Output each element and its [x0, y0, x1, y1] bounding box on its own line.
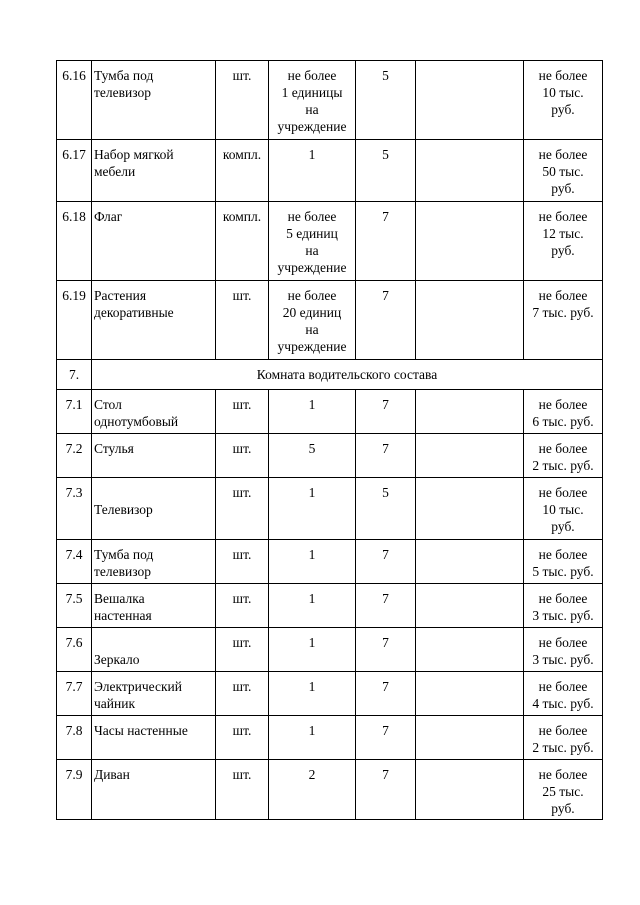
price-line: 3 тыс. руб. [532, 652, 594, 667]
name-line: Часы настенные [94, 723, 188, 738]
item-name [92, 672, 216, 716]
qty-line: на [305, 243, 319, 258]
item-term: 7 [356, 584, 416, 628]
item-price [524, 716, 603, 760]
qty-line: 1 [308, 147, 316, 162]
price-line: руб. [551, 519, 575, 534]
item-name [92, 478, 216, 540]
item-unit: шт. [216, 434, 269, 478]
qty-line: 1 [308, 679, 316, 694]
item-unit: компл. [216, 140, 269, 202]
qty-line: 1 единицы [281, 85, 343, 100]
row-number: 7.6 [57, 628, 92, 672]
name-line [94, 634, 213, 651]
item-term: 7 [356, 281, 416, 360]
item-term: 7 [356, 628, 416, 672]
row-number: 7. [57, 360, 92, 390]
name-line: чайник [94, 696, 136, 711]
price-line: не более [538, 547, 588, 562]
item-extra [416, 540, 524, 584]
price-line: не более [538, 209, 588, 224]
name-line: настенная [94, 608, 152, 623]
qty-line: не более [287, 209, 337, 224]
item-price [524, 61, 603, 140]
item-unit: компл. [216, 202, 269, 281]
item-price [524, 760, 603, 820]
item-quantity [269, 540, 356, 584]
row-number: 7.5 [57, 584, 92, 628]
price-line: 5 тыс. руб. [532, 564, 594, 579]
price-line: не более [538, 635, 588, 650]
price-line: не более [538, 68, 588, 83]
name-line: однотумбовый [94, 414, 179, 429]
qty-line: не более [287, 288, 337, 303]
qty-line: 5 [308, 441, 316, 456]
price-line: руб. [551, 102, 575, 117]
item-term: 7 [356, 760, 416, 820]
price-line: руб. [551, 801, 575, 816]
item-extra [416, 140, 524, 202]
name-line: Набор мягкой [94, 147, 174, 162]
item-price [524, 390, 603, 434]
item-term: 5 [356, 61, 416, 140]
item-term: 5 [356, 140, 416, 202]
item-extra [416, 760, 524, 820]
name-line: Зеркало [94, 652, 140, 667]
price-line: не более [538, 723, 588, 738]
name-line: Тумба под [94, 547, 154, 562]
item-quantity [269, 672, 356, 716]
table-row [57, 584, 603, 628]
item-name [92, 584, 216, 628]
table-row [57, 202, 603, 281]
qty-line: 1 [308, 635, 316, 650]
item-term: 7 [356, 716, 416, 760]
price-line: не более [538, 147, 588, 162]
item-name [92, 202, 216, 281]
item-extra [416, 672, 524, 716]
item-quantity [269, 434, 356, 478]
name-line: Флаг [94, 209, 123, 224]
name-line: Тумба под [94, 68, 154, 83]
row-number: 6.18 [57, 202, 92, 281]
price-line: не более [538, 441, 588, 456]
name-line: телевизор [94, 85, 151, 100]
item-name [92, 540, 216, 584]
item-unit: шт. [216, 628, 269, 672]
item-quantity [269, 584, 356, 628]
item-term: 5 [356, 478, 416, 540]
price-line: 7 тыс. руб. [532, 305, 594, 320]
row-number: 6.19 [57, 281, 92, 360]
item-extra [416, 61, 524, 140]
price-line: 10 тыс. [542, 502, 584, 517]
price-line: не более [538, 485, 588, 500]
item-unit: шт. [216, 760, 269, 820]
qty-line: 5 единиц [286, 226, 338, 241]
section-title: Комната водительского состава [92, 360, 603, 390]
name-line: Электрический [94, 679, 183, 694]
row-number: 7.8 [57, 716, 92, 760]
row-number: 6.17 [57, 140, 92, 202]
item-name [92, 716, 216, 760]
qty-line: 2 [308, 767, 316, 782]
table-row [57, 540, 603, 584]
table-body [57, 61, 603, 820]
price-line: не более [538, 397, 588, 412]
row-number: 7.4 [57, 540, 92, 584]
item-unit: шт. [216, 716, 269, 760]
table-row [57, 61, 603, 140]
price-line: 2 тыс. руб. [532, 740, 594, 755]
item-price [524, 281, 603, 360]
item-name [92, 434, 216, 478]
item-extra [416, 202, 524, 281]
qty-line: не более [287, 68, 337, 83]
row-number: 7.9 [57, 760, 92, 820]
qty-line: 1 [308, 723, 316, 738]
item-extra [416, 628, 524, 672]
item-unit: шт. [216, 478, 269, 540]
item-unit: шт. [216, 281, 269, 360]
name-line: Вешалка [94, 591, 145, 606]
price-line: руб. [551, 181, 575, 196]
item-price [524, 478, 603, 540]
item-term: 7 [356, 672, 416, 716]
name-line: Стол [94, 397, 122, 412]
row-number: 7.1 [57, 390, 92, 434]
item-extra [416, 281, 524, 360]
table-row [57, 281, 603, 360]
item-term: 7 [356, 390, 416, 434]
item-term: 7 [356, 540, 416, 584]
item-price [524, 672, 603, 716]
name-line: Стулья [94, 441, 134, 456]
qty-line: на [305, 102, 319, 117]
price-line: не более [538, 591, 588, 606]
item-name [92, 760, 216, 820]
table-row [57, 716, 603, 760]
price-line: не более [538, 679, 588, 694]
qty-line: на [305, 322, 319, 337]
qty-line: 1 [308, 485, 316, 500]
name-line: Телевизор [94, 502, 153, 517]
item-name [92, 140, 216, 202]
item-price [524, 434, 603, 478]
price-line: 10 тыс. [542, 85, 584, 100]
item-quantity [269, 760, 356, 820]
price-line: 12 тыс. [542, 226, 584, 241]
price-line: 6 тыс. руб. [532, 414, 594, 429]
name-line: декоративные [94, 305, 174, 320]
qty-line: 1 [308, 591, 316, 606]
item-unit: шт. [216, 61, 269, 140]
item-name [92, 628, 216, 672]
item-quantity [269, 390, 356, 434]
price-line: 4 тыс. руб. [532, 696, 594, 711]
price-line: 50 тыс. [542, 164, 584, 179]
item-extra [416, 716, 524, 760]
name-line [94, 484, 213, 501]
item-price [524, 584, 603, 628]
item-unit: шт. [216, 672, 269, 716]
item-term: 7 [356, 202, 416, 281]
item-quantity [269, 628, 356, 672]
price-line: не более [538, 288, 588, 303]
table-row [57, 478, 603, 540]
table-row [57, 628, 603, 672]
row-number: 7.2 [57, 434, 92, 478]
table-row [57, 140, 603, 202]
table-row [57, 760, 603, 820]
row-number: 7.7 [57, 672, 92, 716]
item-quantity [269, 716, 356, 760]
qty-line: 20 единиц [282, 305, 342, 320]
item-name [92, 390, 216, 434]
name-line: Диван [94, 767, 130, 782]
name-line: Растения [94, 288, 147, 303]
price-line: 3 тыс. руб. [532, 608, 594, 623]
qty-line: 1 [308, 547, 316, 562]
item-quantity [269, 202, 356, 281]
item-price [524, 202, 603, 281]
item-quantity [269, 61, 356, 140]
item-unit: шт. [216, 390, 269, 434]
furniture-norms-table [56, 60, 603, 820]
item-unit: шт. [216, 584, 269, 628]
qty-line: учреждение [277, 260, 347, 275]
row-number: 7.3 [57, 478, 92, 540]
price-line: не более [538, 767, 588, 782]
item-name [92, 61, 216, 140]
item-name [92, 281, 216, 360]
item-price [524, 140, 603, 202]
price-line: 25 тыс. [542, 784, 584, 799]
item-extra [416, 478, 524, 540]
item-price [524, 628, 603, 672]
name-line: мебели [94, 164, 136, 179]
item-quantity [269, 281, 356, 360]
item-quantity [269, 140, 356, 202]
qty-line: учреждение [277, 339, 347, 354]
table-row [57, 434, 603, 478]
item-price [524, 540, 603, 584]
item-extra [416, 434, 524, 478]
qty-line: 1 [308, 397, 316, 412]
price-line: руб. [551, 243, 575, 258]
qty-line: учреждение [277, 119, 347, 134]
item-extra [416, 584, 524, 628]
row-number: 6.16 [57, 61, 92, 140]
name-line: телевизор [94, 564, 151, 579]
table-row [57, 390, 603, 434]
section-row [57, 360, 603, 390]
item-quantity [269, 478, 356, 540]
item-unit: шт. [216, 540, 269, 584]
item-term: 7 [356, 434, 416, 478]
price-line: 2 тыс. руб. [532, 458, 594, 473]
table-row [57, 672, 603, 716]
item-extra [416, 390, 524, 434]
